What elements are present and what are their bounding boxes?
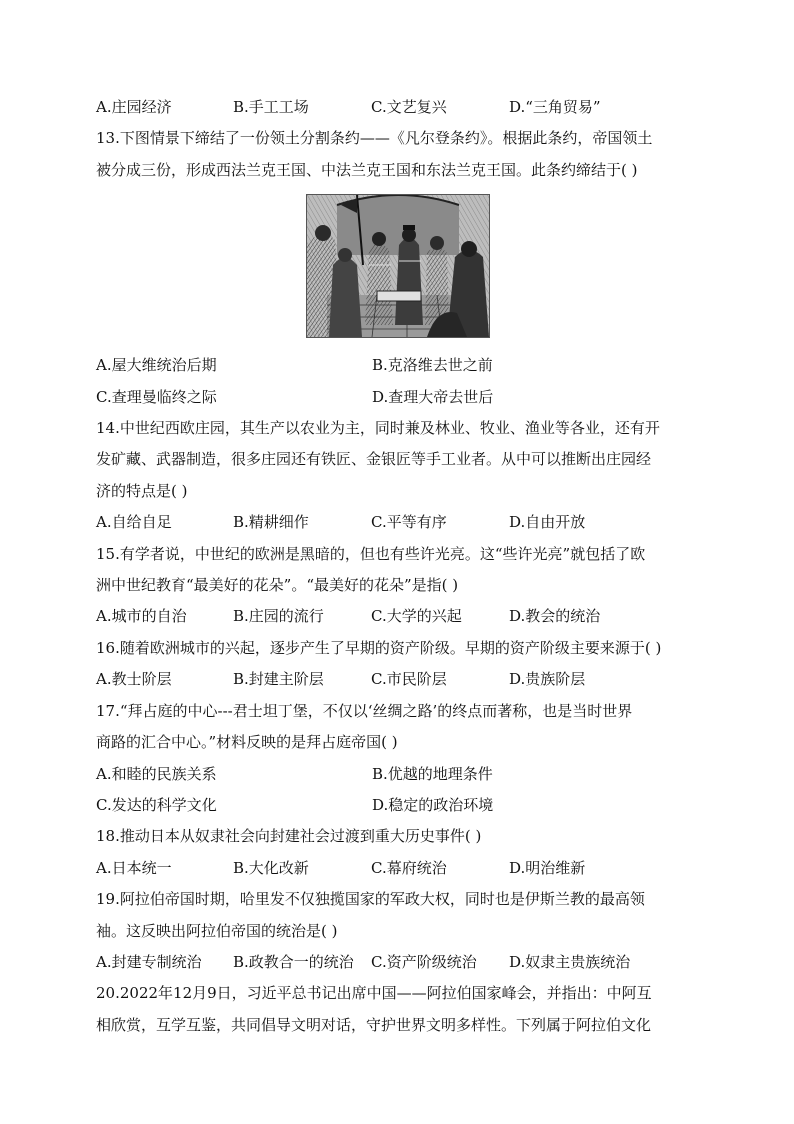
q14-option-c[interactable]: C.平等有序 [371, 513, 447, 532]
q14-stem-line3: 济的特点是( ) [96, 481, 188, 500]
q17-stem-line1: 17.“拜占庭的中心---君士坦丁堡，不仅以‘丝绸之路’的终点而著称，也是当时世界 [96, 701, 633, 720]
q19-options [96, 947, 700, 978]
q19-option-d[interactable]: D.奴隶主贵族统治 [509, 952, 631, 971]
q16-stem-line1: 16.随着欧洲城市的兴起，逐步产生了早期的资产阶级。早期的资产阶级主要来源于( ) [96, 638, 662, 657]
q20-stem-line1: 20.2022年12月9日，习近平总书记出席中国——阿拉伯国家峰会，并指出：中阿互 [96, 984, 652, 1003]
q16-option-a[interactable]: A.教士阶层 [96, 670, 172, 689]
q19-stem-line2: 袖。这反映出阿拉伯帝国的统治是( ) [96, 921, 338, 940]
q12-option-d[interactable]: D.“三角贸易” [509, 98, 601, 116]
q15-stem-line1: 15.有学者说，中世纪的欧洲是黑暗的，但也有些许光亮。这“些许光亮”就包括了欧 [96, 544, 646, 563]
q14-options [96, 507, 700, 538]
q17-option-d[interactable]: D.稳定的政治环境 [372, 795, 494, 814]
q15-option-b[interactable]: B.庄园的流行 [233, 607, 324, 626]
q18-option-b[interactable]: B.大化改新 [233, 858, 309, 877]
q12-options [96, 92, 700, 123]
q14-stem-line2: 发矿藏、武器制造，很多庄园还有铁匠、金银匠等手工业者。从中可以推断出庄园经 [96, 450, 652, 469]
q13-options-row2 [96, 382, 700, 413]
q16-option-b[interactable]: B.封建主阶层 [233, 670, 324, 689]
q13-stem-line1: 13.下图情景下缔结了一份领土分割条约——《凡尔登条约》。根据此条约，帝国领土 [96, 129, 653, 148]
q15-option-d[interactable]: D.教会的统治 [509, 607, 601, 626]
q16-options [96, 664, 700, 695]
q18-option-a[interactable]: A.日本统一 [96, 858, 172, 877]
q13-option-a[interactable]: A.屋大维统治后期 [96, 356, 217, 375]
q16-option-d[interactable]: D.贵族阶层 [509, 670, 586, 689]
q18-option-c[interactable]: C.幕府统治 [371, 858, 447, 877]
q19-stem-line1: 19.阿拉伯帝国时期，哈里发不仅独揽国家的军政大权，同时也是伊斯兰教的最高领 [96, 890, 645, 909]
q17-option-a[interactable]: A.和睦的民族关系 [96, 764, 217, 783]
q17-option-c[interactable]: C.发达的科学文化 [96, 795, 217, 814]
q20-stem-line2: 相欣赏，互学互鉴，共同倡导文明对话，守护世界文明多样性。下列属于阿拉伯文化 [96, 1015, 652, 1034]
q19-option-b[interactable]: B.政教合一的统治 [233, 952, 354, 971]
q17-option-b[interactable]: B.优越的地理条件 [372, 764, 493, 783]
q14-option-b[interactable]: B.精耕细作 [233, 513, 309, 532]
q19-option-a[interactable]: A.封建专制统治 [96, 952, 202, 971]
q18-stem-line1: 18.推动日本从奴隶社会向封建社会过渡到重大历史事件( ) [96, 827, 482, 846]
q13-option-b[interactable]: B.克洛维去世之前 [372, 356, 493, 375]
q12-option-c[interactable]: C.文艺复兴 [371, 98, 447, 116]
q13-options-row1 [96, 350, 700, 381]
q16-option-c[interactable]: C.市民阶层 [371, 670, 447, 689]
q15-stem-line2: 洲中世纪教育“最美好的花朵”。“最美好的花朵”是指( ) [96, 576, 459, 595]
q15-option-a[interactable]: A.城市的自治 [96, 607, 187, 626]
q15-option-c[interactable]: C.大学的兴起 [371, 607, 462, 626]
q17-options-row2 [96, 790, 700, 821]
q19-option-c[interactable]: C.资产阶级统治 [371, 952, 477, 971]
q13-option-d[interactable]: D.查理大帝去世后 [372, 387, 494, 406]
q18-option-d[interactable]: D.明治维新 [509, 858, 586, 877]
q13-image-container [96, 194, 700, 344]
q14-option-d[interactable]: D.自由开放 [509, 513, 586, 532]
q14-option-a[interactable]: A.自给自足 [96, 513, 172, 532]
treaty-of-verdun-engraving [306, 194, 490, 338]
q17-options-row1 [96, 759, 700, 790]
q17-stem-line2: 商路的汇合中心。”材料反映的是拜占庭帝国( ) [96, 733, 398, 752]
q12-option-a[interactable]: A.庄园经济 [96, 98, 172, 116]
q18-options [96, 853, 700, 884]
q13-option-c[interactable]: C.查理曼临终之际 [96, 387, 217, 406]
q12-option-b[interactable]: B.手工工场 [233, 98, 309, 116]
exam-page [96, 92, 700, 1041]
q14-stem-line1: 14.中世纪西欧庄园，其生产以农业为主，同时兼及林业、牧业、渔业等各业，还有开 [96, 419, 660, 438]
q13-stem-line2: 被分成三份，形成西法兰克王国、中法兰克王国和东法兰克王国。此条约缔结于( ) [96, 160, 638, 179]
q15-options [96, 601, 700, 632]
